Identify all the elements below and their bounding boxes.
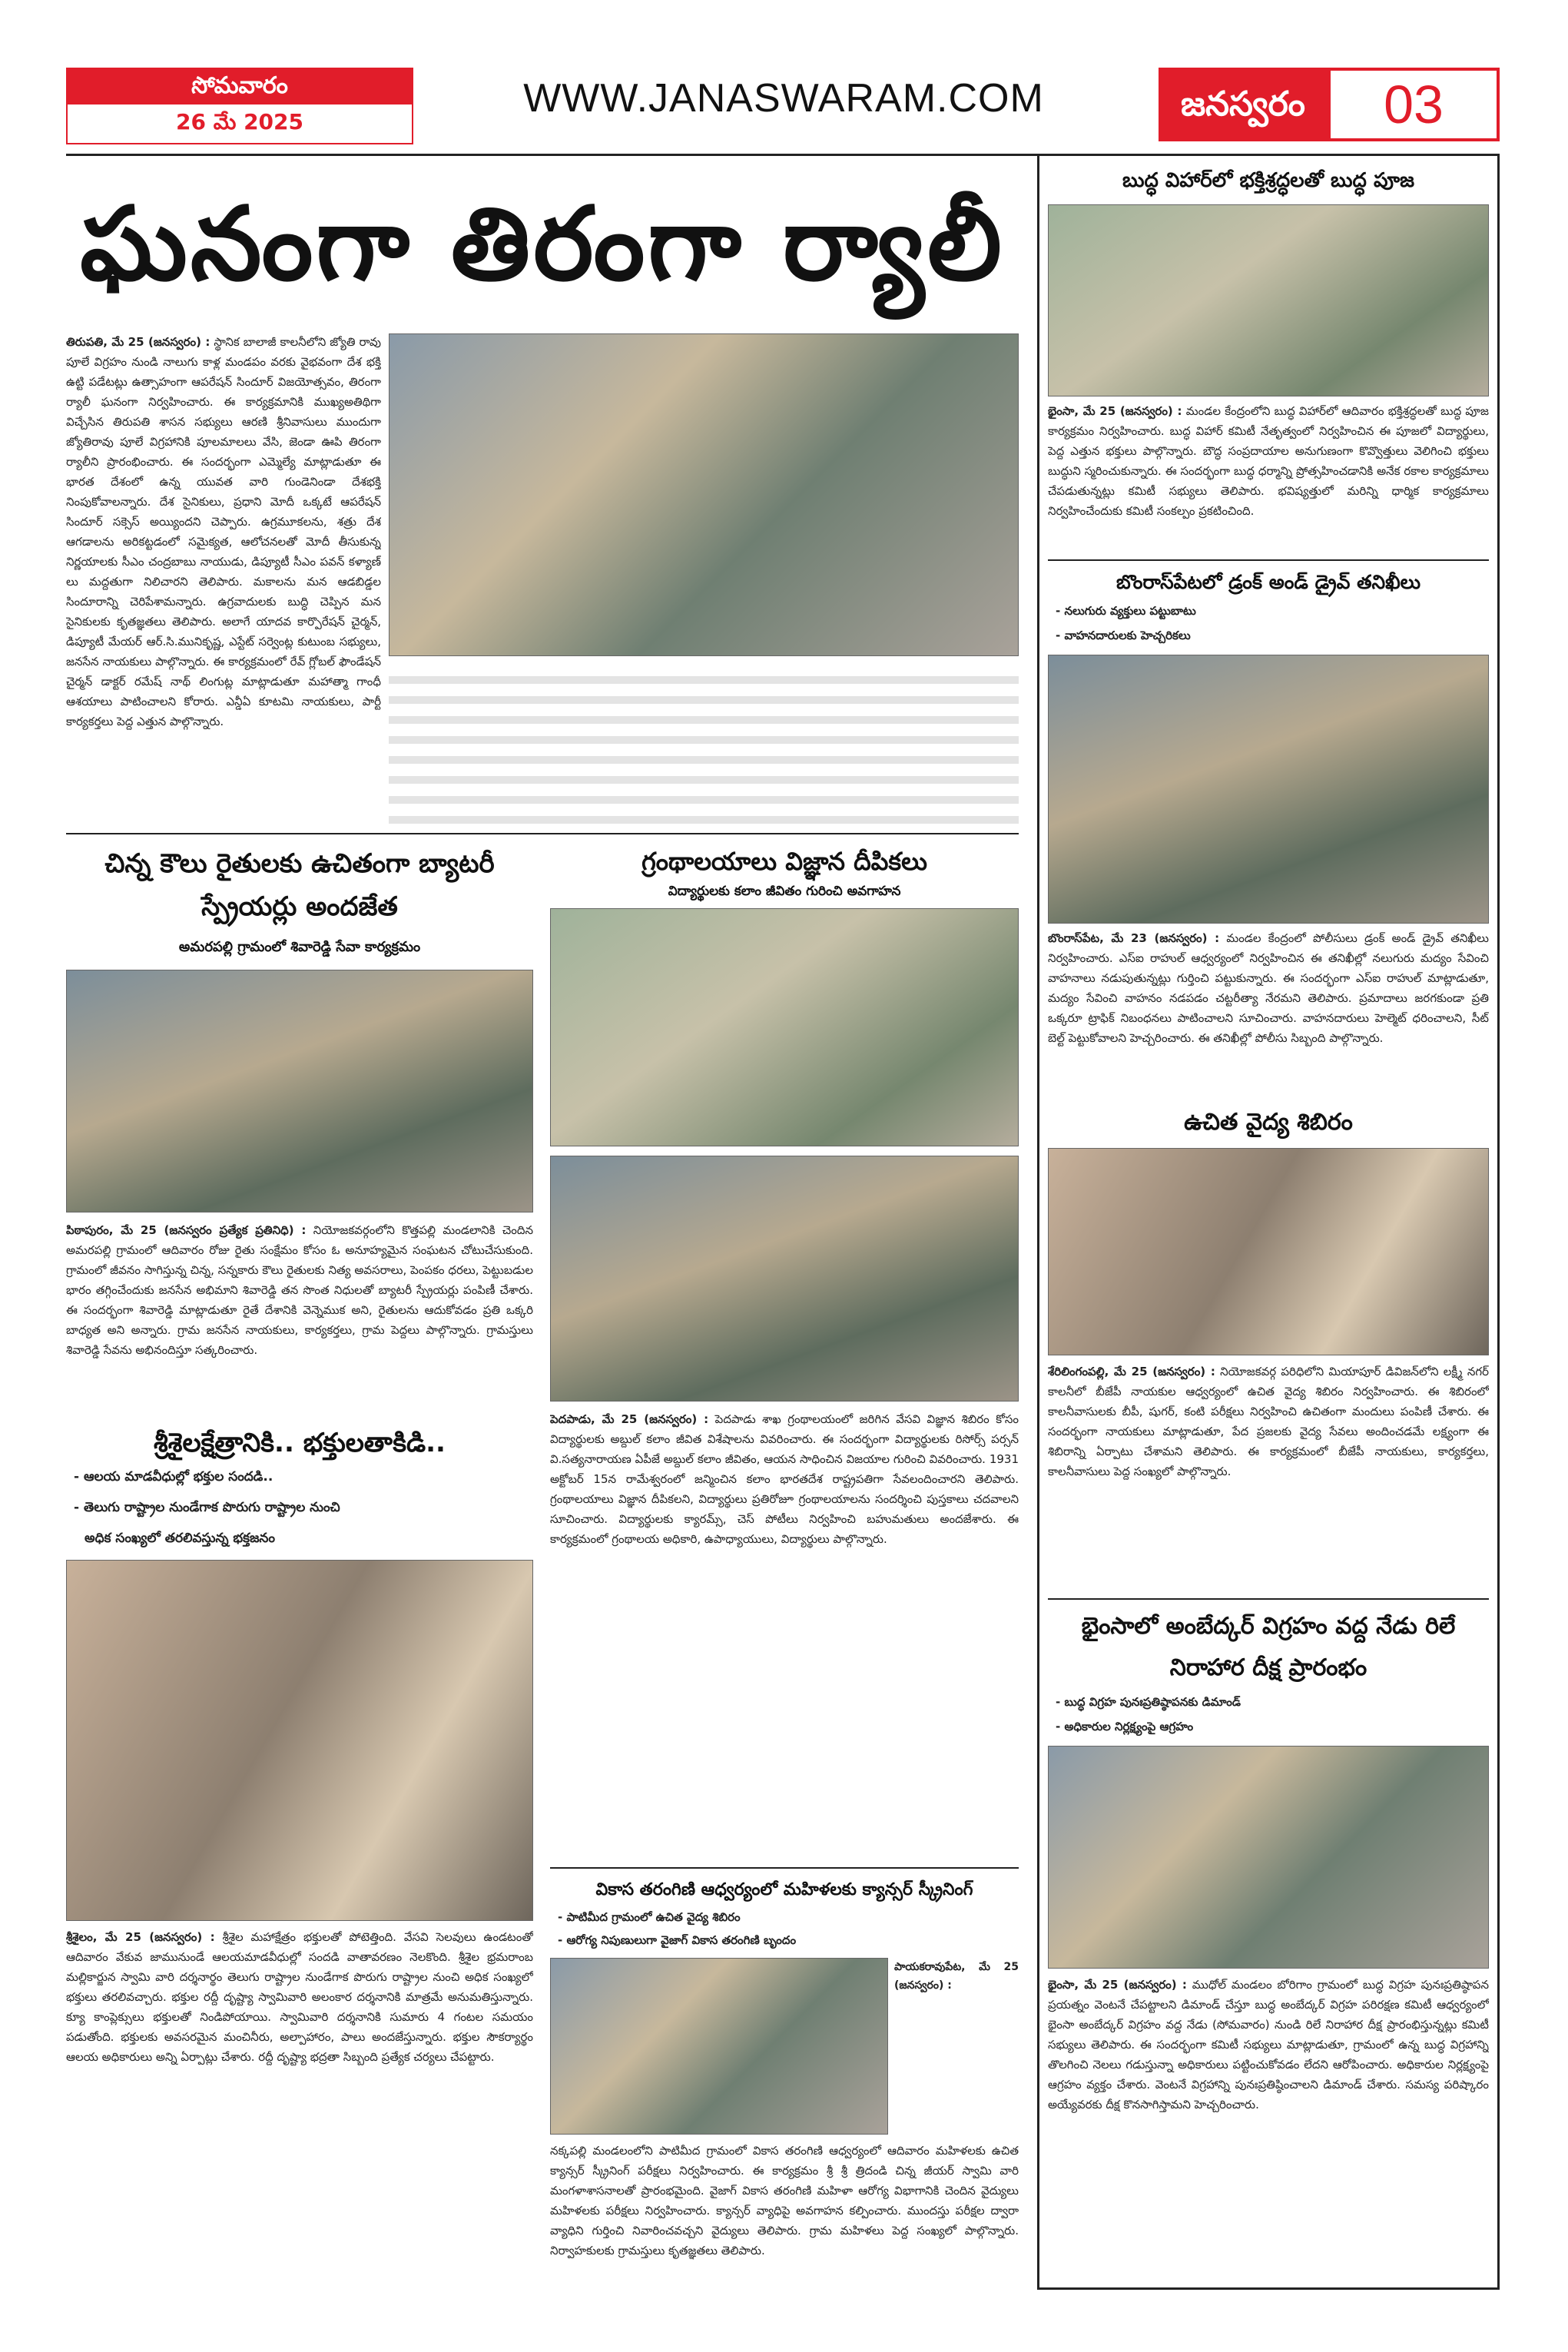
- masthead-day: సోమవారం: [191, 72, 288, 99]
- library-photo-2: [550, 1156, 1019, 1402]
- srisailam-bullet-1: - ఆలయ మాడవీధుల్లో భక్తుల సందడి..: [74, 1469, 273, 1485]
- library-text: పెదపాడు శాఖ గ్రంథాలయంలో జరిగిన వేసవి విజ్ఞాన శిబిరం కోసం విద్యార్థులకు అబ్దుల్ కలాం జీవిత విశేషాలను వివరించారు. ఈ సందర్భంగా విద్యార్థులకు రిసోర్స్ పర్సన్ వి.సత్యనారాయణ ఏపీజే అబ్దుల్ కలాం జీవితం, ఆయన సాధించిన విజయాల గురించి వివరించారు. 1931 అక్టోబర్ 15న రామేశ్వరంలో జన్మించిన కలాం భారతదేశ రాష్ట్రపతిగా సేవలందించారని తెలిపారు. గ్రంథాలయాలు విజ్ఞాన దీపికలని, విద్యార్థులు ప్రతిరోజూ గ్రంథాలయాలను సందర్శించి పుస్తకాలు చదవాలని సూచించారు. విద్యార్థులకు క్యారమ్స్, చెస్ పోటీలు నిర్వహించి బహుమతులు అందజేశారు. ఈ కార్యక్రమంలో గ్రంథాలయ అధికారి, ఉపాధ్యాయులు, విద్యార్థులు పాల్గొన్నారు.: [550, 1412, 1019, 1546]
- main-story-dateline: తిరుపతి, మే 25 (జనస్వరం) :: [66, 335, 211, 349]
- main-story-col1: [66, 332, 381, 824]
- main-headline: ఘనంగా తిరంగా ర్యాలీ: [80, 185, 1005, 304]
- medical-camp-text: నియోజకవర్గ పరిధిలోని మియాపూర్ డివిజన్‌లోని లక్ష్మీ నగర్ కాలనీలో బీజేపీ నాయకుల ఆధ్వర్యంలో ఉచిత వైద్య శిబిరం నిర్వహించారు. ఈ శిబిరంలో కాలనీవాసులకు బీపీ, షుగర్, కంటి పరీక్షలు నిర్వహించి ఉచితంగా మందులు పంపిణీ చేశారు. ఈ సందర్భంగా నాయకులు మాట్లాడుతూ, పేద ప్రజలకు వైద్య సేవలు అందించడమే లక్ష్యంగా ఈ శిబిరాన్ని ఏర్పాటు చేశామని తెలిపారు. ఈ కార్యక్రమంలో బీజేపీ నాయకులు, కార్యకర్తలు, కాలనీవాసులు పెద్ద సంఖ్యలో పాల్గొన్నారు.: [1048, 1365, 1489, 1478]
- masthead-brand: జనస్వరం: [1159, 68, 1328, 141]
- buddha-text: మండల కేంద్రంలోని బుద్ధ విహార్‌లో ఆదివారం భక్తిశ్రద్ధలతో బుద్ధ పూజ కార్యక్రమం నిర్వహించారు. బుద్ధ విహార్ కమిటీ నేతృత్వంలో నిర్వహించిన ఈ పూజలో విద్యార్థులు, పెద్ద ఎత్తున భక్తులు పాల్గొన్నారు. బౌద్ధ సంప్రదాయాల అనుగుణంగా కొవ్వొత్తులు వెలిగించి భక్తులు బుద్ధుని స్మరించుకున్నారు. ఈ సందర్భంగా బుద్ధ ధర్మాన్ని ప్రోత్సహించడానికి అనేక రకాల కార్యక్రమాలు చేపడుతున్నట్లు కమిటీ సభ్యులు తెలిపారు. భవిష్యత్తులో మరిన్ని ధార్మిక కార్యక్రమాలు నిర్వహించేందుకు కమిటీ సంకల్పం ప్రకటించింది.: [1048, 404, 1489, 518]
- rally-photo: [389, 333, 1019, 656]
- ambedkar-story-body: [1048, 1975, 1489, 2284]
- farmers-dateline: పిఠాపురం, మే 25 (జనస్వరం ప్రత్యేక ప్రతినిధి) :: [66, 1223, 307, 1237]
- cancer-bullet-2: - ఆరోగ్య నిపుణులుగా వైజాగ్ వికాస తరంగిణి బృందం: [558, 1933, 797, 1947]
- buddha-photo: [1048, 204, 1489, 396]
- cancer-dateline-col: [894, 1958, 1019, 2135]
- drunk-drive-photo: [1048, 655, 1489, 924]
- srisailam-text: శ్రీశైల మహాక్షేత్రం భక్తులతో పోటెత్తింది. వేసవి సెలవులు ఉండటంతో ఆదివారం వేకువ జామునుండే ఆలయమాడవీధుల్లో సందడి వాతావరణం నెలకొంది. శ్రీశైల భ్రమరాంబ మల్లికార్జున స్వామి వారి దర్శనార్థం తెలుగు రాష్ట్రాల నుండేగాక పొరుగు రాష్ట్రాల నుంచి అధిక సంఖ్యలో భక్తులు తరలివచ్చారు. భక్తుల రద్దీ దృష్ట్యా స్వామివారి అలంకార దర్శనానికి మాత్రమే అనుమతిస్తున్నారు. క్యూ కాంప్లెక్సులు భక్తులతో నిండిపోయాయి. స్వామివారి దర్శనానికి సుమారు 4 గంటల సమయం పడుతోంది. భక్తులకు అవసరమైన మంచినీరు, అల్పాహారం, పాలు అందజేస్తున్నారు. భక్తుల సౌకర్యార్థం ఆలయ అధికారులు అన్ని ఏర్పాట్లు చేశారు. రద్దీ దృష్ట్యా భద్రతా సిబ్బంది ప్రత్యేక చర్యలు చేపట్టారు.: [66, 1930, 533, 2064]
- library-dateline: పెదపాడు, మే 25 (జనస్వరం) :: [550, 1412, 709, 1426]
- buddha-headline: బుద్ధ విహార్‌లో భక్తిశ్రద్ధలతో బుద్ధ పూజ: [1122, 169, 1414, 192]
- masthead-website[interactable]: WWW.JANASWARAM.COM: [523, 76, 1044, 121]
- drunk-drive-bullet-1: - నలుగురు వ్యక్తులు పట్టుబాటు: [1056, 604, 1196, 618]
- drunk-drive-dateline: బొంరాస్‌పేట, మే 23 (జనస్వరం) :: [1048, 931, 1220, 945]
- srisailam-dateline: శ్రీశైలం, మే 25 (జనస్వరం) :: [66, 1930, 215, 1944]
- ambedkar-bullet-1: - బుద్ధ విగ్రహ పునఃప్రతిష్ఠాపనకు డిమాండ్: [1056, 1695, 1241, 1709]
- farmers-text: నియోజకవర్గంలోని కొత్తపల్లి మండలానికి చెందిన అమరపల్లి గ్రామంలో ఆదివారం రోజు రైతు సంక్షేమం కోసం ఓ అనూహ్యమైన సంఘటన చోటుచేసుకుంది. గ్రామంలో జీవనం సాగిస్తున్న చిన్న, సన్నకారు కౌలు రైతులకు నిత్య అవసరాలు, పెంపకం ధరలు, పెట్టుబడుల భారం తగ్గించేందుకు జనసేన అభిమాని శివారెడ్డి తన సొంత నిధులతో బ్యాటరీ స్ప్రేయర్లు పంపిణీ చేశారు. ఈ సందర్భంగా శివారెడ్డి మాట్లాడుతూ రైతే దేశానికి వెన్నెముక అని, రైతులను ఆదుకోవడం ప్రతి ఒక్కరి బాధ్యత అని అన్నారు. గ్రామ జనసేన నాయకులు, కార్యకర్తలు, గ్రామ పెద్దలు పాల్గొన్నారు. గ్రామస్తులు శివారెడ్డి సేవను అభినందిస్తూ సత్కరించారు.: [66, 1223, 533, 1357]
- ambedkar-headline: భైంసాలో అంబేద్కర్ విగ్రహం వద్ద నేడు రిలే నిరాహార దీక్ష ప్రారంభం: [1081, 1613, 1456, 1681]
- cancer-dateline: పాయకరావుపేట, మే 25 (జనస్వరం) :: [894, 1961, 1019, 1992]
- drunk-drive-rule: [1048, 559, 1489, 561]
- farmers-photo: [66, 970, 533, 1212]
- medical-camp-headline: ఉచిత వైద్య శిబిరం: [1184, 1109, 1353, 1136]
- page-number: 03: [1328, 68, 1500, 141]
- srisailam-story-body: [66, 1927, 533, 2288]
- ambedkar-bullet-2: - అధికారుల నిర్లక్ష్యంపై ఆగ్రహం: [1056, 1720, 1194, 1733]
- farmers-headline: చిన్న కౌలు రైతులకు ఉచితంగా బ్యాటరీ స్ప్రేయర్లు అందజేత: [104, 848, 495, 922]
- ambedkar-rule: [1048, 1598, 1489, 1600]
- drunk-drive-headline: బొంరాస్‌పేటలో డ్రంక్ అండ్ డ్రైవ్ తనిఖీలు: [1116, 571, 1421, 593]
- medical-camp-dateline: శేరిలింగంపల్లి, మే 25 (జనస్వరం) :: [1048, 1365, 1215, 1378]
- cancer-story-body: నక్కపల్లి మండలంలోని పాటిమీద గ్రామంలో వికాస తరంగిణి ఆధ్వర్యంలో ఆదివారం మహిళలకు ఉచిత క్యాన్సర్ స్క్రీనింగ్ పరీక్షలు నిర్వహించారు. ఈ కార్యక్రమం శ్రీ శ్రీ త్రిదండి చిన్న జీయర్ స్వామి వారి మంగళాశాసనాలతో ప్రారంభమైంది. వైజాగ్ వికాస తరంగిణి మహిళా ఆరోగ్య విభాగానికి చెందిన వైద్యులు మహిళలకు పరీక్షలు నిర్వహించారు. క్యాన్సర్ వ్యాధిపై అవగాహన కల్పించారు. ముందస్తు పరీక్షల ద్వారా వ్యాధిని గుర్తించి నివారించవచ్చని వైద్యులు తెలిపారు. గ్రామ మహిళలు పెద్ద సంఖ్యలో పాల్గొన్నారు. నిర్వాహకులకు గ్రామస్తులు కృతజ్ఞతలు తెలిపారు.: [550, 2144, 1019, 2257]
- farmers-story-body: [66, 1220, 533, 1412]
- drunk-drive-story-body: [1048, 928, 1489, 1100]
- library-story-body: [550, 1409, 1019, 1863]
- masthead-date: 26 మే 2025: [66, 103, 413, 144]
- ambedkar-dateline: భైంసా, మే 25 (జనస్వరం) :: [1048, 1978, 1187, 1992]
- drunk-drive-text: మండల కేంద్రంలో పోలీసులు డ్రంక్ అండ్ డ్రైవ్ తనిఖీలు నిర్వహించారు. ఎస్ఐ రాహుల్ ఆధ్వర్యంలో నిర్వహించిన ఈ తనిఖీల్లో నలుగురు మద్యం సేవించి వాహనాలు నడుపుతున్నట్లు గుర్తించి పట్టుకున్నారు. ఈ సందర్భంగా ఎస్ఐ రాహుల్ మాట్లాడుతూ, మద్యం సేవించి వాహనం నడపడం చట్టరీత్యా నేరమని తెలిపారు. ప్రమాదాలు జరగకుండా ప్రతి ఒక్కరూ ట్రాఫిక్ నిబంధనలు పాటించాలని సూచించారు. వాహనదారులు హెల్మెట్ ధరించాలని, సీట్ బెల్ట్ పెట్టుకోవాలని హెచ్చరించారు. ఈ తనిఖీల్లో పోలీసు సిబ్బంది పాల్గొన్నారు.: [1048, 931, 1489, 1045]
- main-story-rule: [66, 833, 1019, 834]
- srisailam-bullet-2: - తెలుగు రాష్ట్రాల నుండేగాక పొరుగు రాష్ట్రాల నుంచి: [74, 1500, 340, 1515]
- buddha-story-body: [1048, 401, 1489, 555]
- main-story-text: స్థానిక బాలాజీ కాలనీలోని జ్యోతి రావు పూలే విగ్రహం నుండి నాలుగు కాళ్ల మండపం వరకు వైభవంగా దేశ భక్తి ఉట్టి పడేటట్లు ఉత్సాహంగా ఆపరేషన్ సిందూర్ విజయోత్సవం, తిరంగా ర్యాలీ ఘనంగా నిర్వహించారు. ఈ కార్యక్రమానికి ముఖ్యఅతిథిగా విచ్చేసిన తిరుపతి శాసన సభ్యులు ఆరణి శ్రీనివాసులు ముందుగా జ్యోతిరావు పూలే విగ్రహానికి పూలమాలలు వేసి, జెండా ఊపి తిరంగా ర్యాలీని ప్రారంభించారు. ఈ సందర్భంగా ఎమ్మెల్యే మాట్లాడుతూ ఈ భారత దేశంలో ఉన్న యువత వారి గుండెనిండా దేశభక్తి నింపుకోవాలన్నారు. దేశ సైనికులు, ప్రధాని మోదీ ఒక్కటే ఆపరేషన్ సిందూర్ సక్సెస్ అయ్యిందని చెప్పారు. ఉగ్రమూకలను, శత్రు దేశ ఆగడాలను అరికట్టడంలో సమైక్యత, ఆలోచనలతో మోదీ తీసుకున్న నిర్ణయాలకు సీఎం చంద్రబాబు నాయుడు, డిప్యూటీ సీఎం పవన్ కళ్యాణ్ లు మద్దతుగా నిలిచారని తెలిపారు. మకాలను మన ఆడబిడ్డల సిందూరాన్ని చెరిపేశామన్నారు. ఉగ్రవాదులకు బుద్ధి చెప్పిన మన సైనికులకు కృతజ్ఞతలు తెలిపారు. అలాగే యాదవ కార్పొరేషన్ చైర్మన్, డిప్యూటీ మేయర్ ఆర్.సి.మునికృష్ణ, ఎస్టేట్ సర్వెంట్ల కుటుంబ సభ్యులు, జనసేన నాయకులు పాల్గొన్నారు. ఈ కార్యక్రమంలో రేవ్ గ్లోబల్ ఫౌండేషన్ చైర్మన్ డాక్టర్ రమేష్ నాథ్ లింగుట్ల మాట్లాడుతూ మహాత్మా గాంధీ ఆశయాలు పాటించాలని కోరారు. ఎన్డీఏ కూటమి నాయకులు, పార్టీ కార్యకర్తలు పెద్ద ఎత్తున పాల్గొన్నారు.: [66, 335, 381, 728]
- medical-camp-photo: [1048, 1148, 1489, 1355]
- library-photo-1: [550, 908, 1019, 1146]
- buddha-dateline: భైంసా, మే 25 (జనస్వరం) :: [1048, 404, 1182, 418]
- ambedkar-photo: [1048, 1746, 1489, 1969]
- srisailam-bullet-3: అధిక సంఖ్యలో తరలివస్తున్న భక్తజనం: [85, 1531, 275, 1546]
- main-story-continuation: [389, 664, 1019, 824]
- library-headline: గ్రంథాలయాలు విజ్ఞాన దీపికలు: [641, 847, 927, 876]
- masthead-date-box: [66, 68, 413, 141]
- ambedkar-text: ముధోల్ మండలం బోరిగాం గ్రామంలో బుద్ధ విగ్రహ పునఃప్రతిష్ఠాపన ప్రయత్నం వెంటనే చేపట్టాలని డిమాండ్ చేస్తూ బుద్ధ అంబేద్కర్ విగ్రహ పరిరక్షణ కమిటీ ఆధ్వర్యంలో భైంసా అంబేద్కర్ విగ్రహం వద్ద నేడు (సోమవారం) నుండి రిలే నిరాహార దీక్ష ప్రారంభిస్తున్నట్లు కమిటీ సభ్యులు తెలిపారు. ఈ సందర్భంగా కమిటీ సభ్యులు మాట్లాడుతూ, గ్రామంలో ఉన్న బుద్ధ విగ్రహాన్ని తొలగించి నెలలు గడుస్తున్నా అధికారులు పట్టించుకోవడం లేదని ఆరోపించారు. అధికారుల నిర్లక్ష్యంపై ఆగ్రహం వ్యక్తం చేశారు. వెంటనే విగ్రహాన్ని పునఃప్రతిష్ఠించాలని డిమాండ్ చేశారు. సమస్య పరిష్కారం అయ్యేవరకు దీక్ష కొనసాగిస్తామని హెచ్చరించారు.: [1048, 1978, 1489, 2111]
- cancer-rule: [550, 1867, 1019, 1869]
- cancer-photo: [550, 1958, 888, 2135]
- library-subhead: విద్యార్థులకు కలాం జీవితం గురించి అవగాహన: [668, 884, 901, 899]
- srisailam-headline: శ్రీశైలక్షేత్రానికి.. భక్తులతాకిడి..: [154, 1428, 446, 1458]
- cancer-headline: వికాస తరంగిణి ఆధ్వర్యంలో మహిళలకు క్యాన్సర్ స్క్రీనింగ్: [595, 1880, 973, 1899]
- medical-camp-story-body: [1048, 1362, 1489, 1592]
- farmers-subhead: అమరపల్లి గ్రామంలో శివారెడ్డి సేవా కార్యక్రమం: [178, 939, 421, 955]
- srisailam-photo: [66, 1560, 533, 1921]
- drunk-drive-bullet-2: - వాహనదారులకు హెచ్చరికలు: [1056, 629, 1191, 642]
- cancer-bullet-1: - పాటిమీద గ్రామంలో ఉచిత వైద్య శిబిరం: [558, 1910, 741, 1924]
